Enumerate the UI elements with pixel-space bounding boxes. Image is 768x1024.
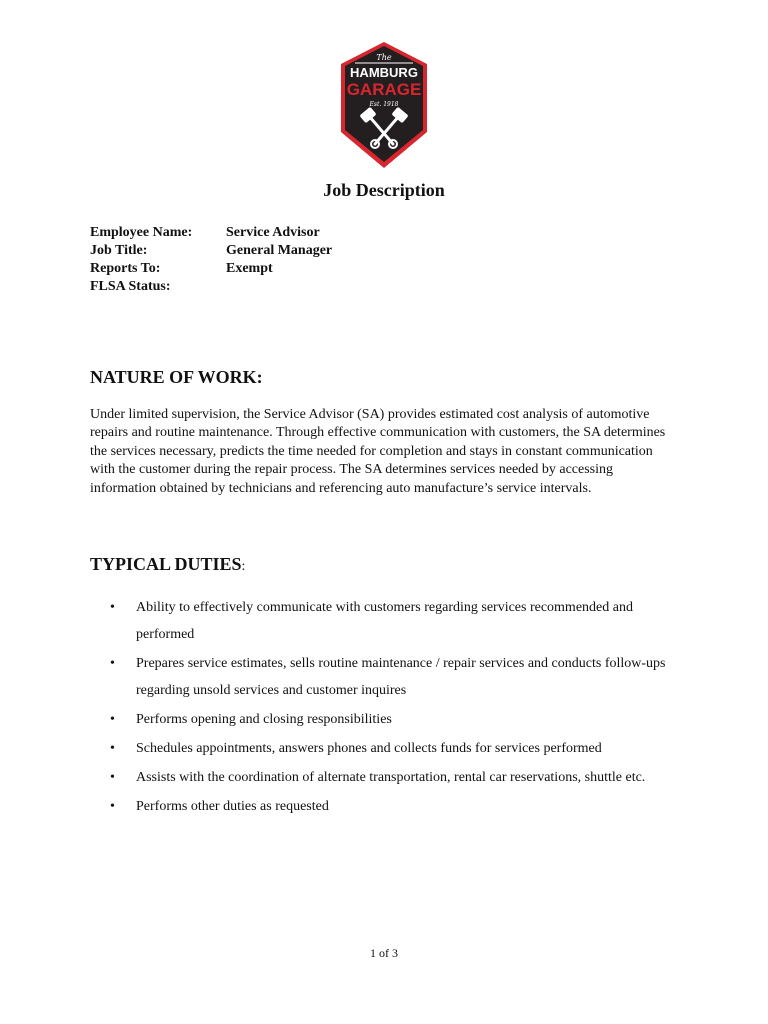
logo-line2-text: GARAGE [346, 80, 422, 99]
list-item [90, 650, 690, 704]
nature-of-work-heading: NATURE OF WORK: [90, 367, 263, 387]
duty-text: Prepares service estimates, sells routine maintenance / repair services and conducts follow-ups regarding unsold services and customer inquires [136, 656, 666, 698]
bullet-icon: • [110, 799, 115, 814]
bullet-icon: • [110, 600, 115, 615]
typical-duties-list [90, 594, 690, 822]
list-item [90, 764, 690, 791]
list-item [90, 706, 690, 733]
bullet-icon: • [110, 712, 115, 727]
info-label: FLSA Status: [90, 279, 171, 294]
bullet-icon: • [110, 741, 115, 756]
duty-text: Assists with the coordination of alternate transportation, rental car reservations, shuttle etc. [136, 770, 646, 785]
duty-text: Performs other duties as requested [136, 799, 329, 814]
duty-text: Ability to effectively communicate with customers regarding services recommended and performed [136, 600, 633, 642]
bullet-icon: • [110, 656, 115, 671]
bullet-icon: • [110, 770, 115, 785]
logo-est-text: Est. 1918 [369, 101, 399, 108]
info-label: Job Title: [90, 243, 148, 258]
list-item [90, 735, 690, 762]
info-label: Reports To: [90, 261, 161, 276]
typical-duties-heading-colon: : [241, 559, 246, 574]
document-title: Job Description [323, 180, 445, 200]
info-value: General Manager [226, 243, 333, 258]
info-label: Employee Name: [90, 225, 193, 240]
info-value: Exempt [226, 261, 273, 276]
nature-of-work-text: Under limited supervision, the Service Advisor (SA) provides estimated cost analysis of automotive repairs and routine maintenance. Through effective communication with customers, the SA determines the services necessary, predicts the time needed for completion and stays in constant communication with the customer during the repair process. The SA determines services needed by accessing information obtained by technicians and referencing auto manufacture’s service intervals. [90, 407, 666, 496]
typical-duties-heading-text: TYPICAL DUTIES [90, 554, 242, 574]
hamburg-garage-logo [335, 40, 433, 170]
info-value: Service Advisor [226, 225, 320, 240]
duty-text: Schedules appointments, answers phones and collects funds for services performed [136, 741, 602, 756]
logo-the-text: The [376, 53, 392, 62]
page-number: 1 of 3 [370, 946, 398, 960]
typical-duties-heading [90, 554, 245, 575]
list-item [90, 594, 690, 648]
duty-text: Performs opening and closing responsibilities [136, 712, 392, 727]
list-item [90, 793, 690, 820]
logo-line1-text: HAMBURG [350, 65, 418, 80]
